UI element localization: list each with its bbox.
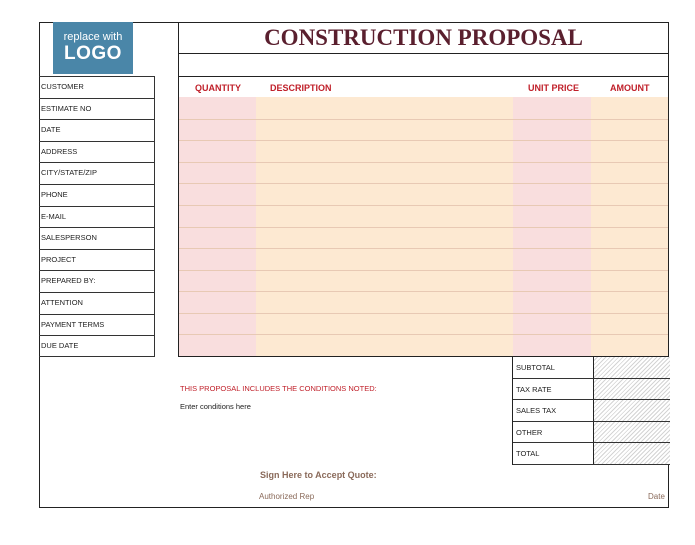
totals-row	[513, 443, 670, 465]
table-row-line	[179, 313, 668, 314]
totals-row	[513, 357, 670, 379]
info-field[interactable]: DATE	[39, 119, 155, 141]
info-field[interactable]: PREPARED BY:	[39, 270, 155, 292]
totals-value[interactable]	[593, 357, 670, 378]
conditions-heading: THIS PROPOSAL INCLUDES THE CONDITIONS NOTED:	[180, 384, 377, 393]
signature-heading: Sign Here to Accept Quote:	[260, 470, 377, 480]
logo-placeholder[interactable]	[53, 22, 133, 74]
table-row-line	[179, 270, 668, 271]
totals-block	[512, 357, 669, 465]
table-row-line	[179, 291, 668, 292]
totals-row	[513, 379, 670, 401]
totals-value[interactable]	[593, 422, 670, 443]
info-field[interactable]: PROJECT	[39, 249, 155, 271]
page-title: CONSTRUCTION PROPOSAL	[264, 25, 583, 50]
totals-row	[513, 400, 670, 422]
info-field[interactable]: SALESPERSON	[39, 227, 155, 249]
totals-label: TOTAL	[516, 449, 540, 459]
totals-label: TAX RATE	[516, 384, 552, 394]
table-row-line	[179, 248, 668, 249]
table-row-line	[179, 140, 668, 141]
table-row-line	[179, 119, 668, 120]
info-field[interactable]: ESTIMATE NO	[39, 98, 155, 120]
table-row-line	[179, 227, 668, 228]
info-field[interactable]: DUE DATE	[39, 335, 155, 357]
table-row-line	[179, 162, 668, 163]
info-field[interactable]: PHONE	[39, 184, 155, 206]
info-field[interactable]: PAYMENT TERMS	[39, 314, 155, 336]
header-amount: AMOUNT	[610, 83, 650, 93]
totals-value[interactable]	[593, 400, 670, 421]
totals-value[interactable]	[593, 443, 670, 464]
conditions-text[interactable]: Enter conditions here	[180, 402, 251, 411]
totals-row	[513, 422, 670, 444]
info-fields	[39, 76, 155, 357]
header-unit-price: UNIT PRICE	[528, 83, 580, 93]
totals-label: SUBTOTAL	[516, 363, 555, 372]
date-label: Date	[648, 492, 665, 501]
info-field[interactable]: E-MAIL	[39, 206, 155, 228]
info-field[interactable]: ADDRESS	[39, 141, 155, 163]
divider	[178, 54, 179, 76]
totals-value[interactable]	[593, 379, 670, 400]
items-table	[178, 76, 669, 357]
totals-label: SALES TAX	[516, 406, 557, 416]
header-description: DESCRIPTION	[270, 83, 332, 93]
authorized-rep-label: Authorized Rep	[259, 492, 315, 501]
info-field[interactable]: CUSTOMER	[39, 76, 155, 98]
table-row-line	[179, 205, 668, 206]
logo-text: LOGO	[64, 43, 122, 64]
header-quantity: QUANTITY	[195, 83, 241, 93]
info-field[interactable]: ATTENTION	[39, 292, 155, 314]
info-field[interactable]: CITY/STATE/ZIP	[39, 162, 155, 184]
totals-label: OTHER	[516, 427, 543, 437]
table-row-line	[179, 183, 668, 184]
table-row-line	[179, 334, 668, 335]
logo-caption: replace with	[63, 31, 123, 43]
